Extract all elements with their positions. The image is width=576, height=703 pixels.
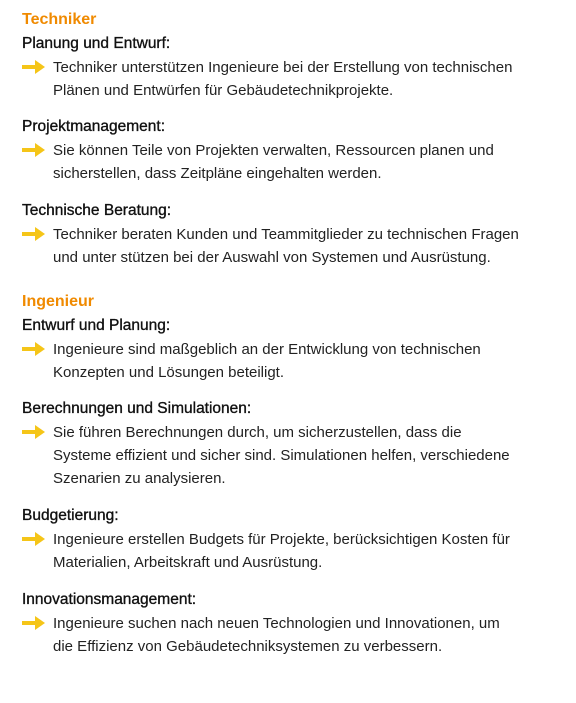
body-line: Ingenieure suchen nach neuen Technologien und Innovationen, um (53, 615, 500, 632)
body-line: Ingenieure sind maßgeblich an der Entwicklung von technischen (53, 341, 481, 358)
item-body (22, 612, 560, 658)
body-line: Ingenieure erstellen Budgets für Projekte, berücksichtigen Kosten für (53, 531, 510, 548)
item-body (22, 528, 560, 574)
body-line: Sie führen Berechnungen durch, um sicherzustellen, dass die (53, 424, 462, 441)
item-body (22, 421, 560, 490)
arrow-right-icon (22, 342, 46, 356)
item-body (22, 223, 560, 269)
item-body (22, 56, 560, 102)
item-body (22, 139, 560, 185)
list-item (22, 590, 560, 658)
body-line: Sie können Teile von Projekten verwalten, Ressourcen planen und (53, 142, 494, 159)
list-item (22, 399, 560, 490)
list-item (22, 117, 560, 185)
item-heading: Berechnungen und Simulationen: (22, 400, 252, 417)
item-heading: Entwurf und Planung: (22, 317, 171, 334)
item-heading: Budgetierung: (22, 507, 119, 524)
list-item (22, 34, 560, 102)
body-line: Konzepten und Lösungen beteiligt. (53, 364, 285, 381)
arrow-right-icon (22, 616, 46, 630)
body-line: Techniker unterstützen Ingenieure bei der Erstellung von technischen (53, 59, 513, 76)
section-title: Techniker (22, 11, 97, 28)
arrow-right-icon (22, 60, 46, 74)
section-title: Ingenieur (22, 293, 95, 310)
body-line: Materialien, Arbeitskraft und Ausrüstung. (53, 554, 323, 571)
body-line: Plänen und Entwürfen für Gebäudetechnikprojekte. (53, 82, 394, 99)
body-line: und unter stützen bei der Auswahl von Systemen und Ausrüstung. (53, 249, 491, 266)
item-heading: Innovationsmanagement: (22, 591, 197, 608)
body-line: sicherstellen, dass Zeitpläne eingehalten werden. (53, 165, 382, 182)
body-line: Szenarien zu analysieren. (53, 470, 226, 487)
body-line: die Effizienz von Gebäudetechniksystemen zu verbessern. (53, 638, 443, 655)
item-heading: Technische Beratung: (22, 202, 172, 219)
item-heading: Planung und Entwurf: (22, 35, 171, 52)
body-line: Systeme effizient und sicher sind. Simulationen helfen, verschiedene (53, 447, 510, 464)
arrow-right-icon (22, 227, 46, 241)
item-heading: Projektmanagement: (22, 118, 166, 135)
section-techniker (22, 10, 560, 266)
item-body (22, 338, 560, 384)
list-item (22, 506, 560, 574)
list-item (22, 201, 560, 269)
arrow-right-icon (22, 425, 46, 439)
arrow-right-icon (22, 143, 46, 157)
section-ingenieur (22, 292, 560, 655)
list-item (22, 316, 560, 384)
body-line: Techniker beraten Kunden und Teammitglieder zu technischen Fragen (53, 226, 519, 243)
arrow-right-icon (22, 532, 46, 546)
